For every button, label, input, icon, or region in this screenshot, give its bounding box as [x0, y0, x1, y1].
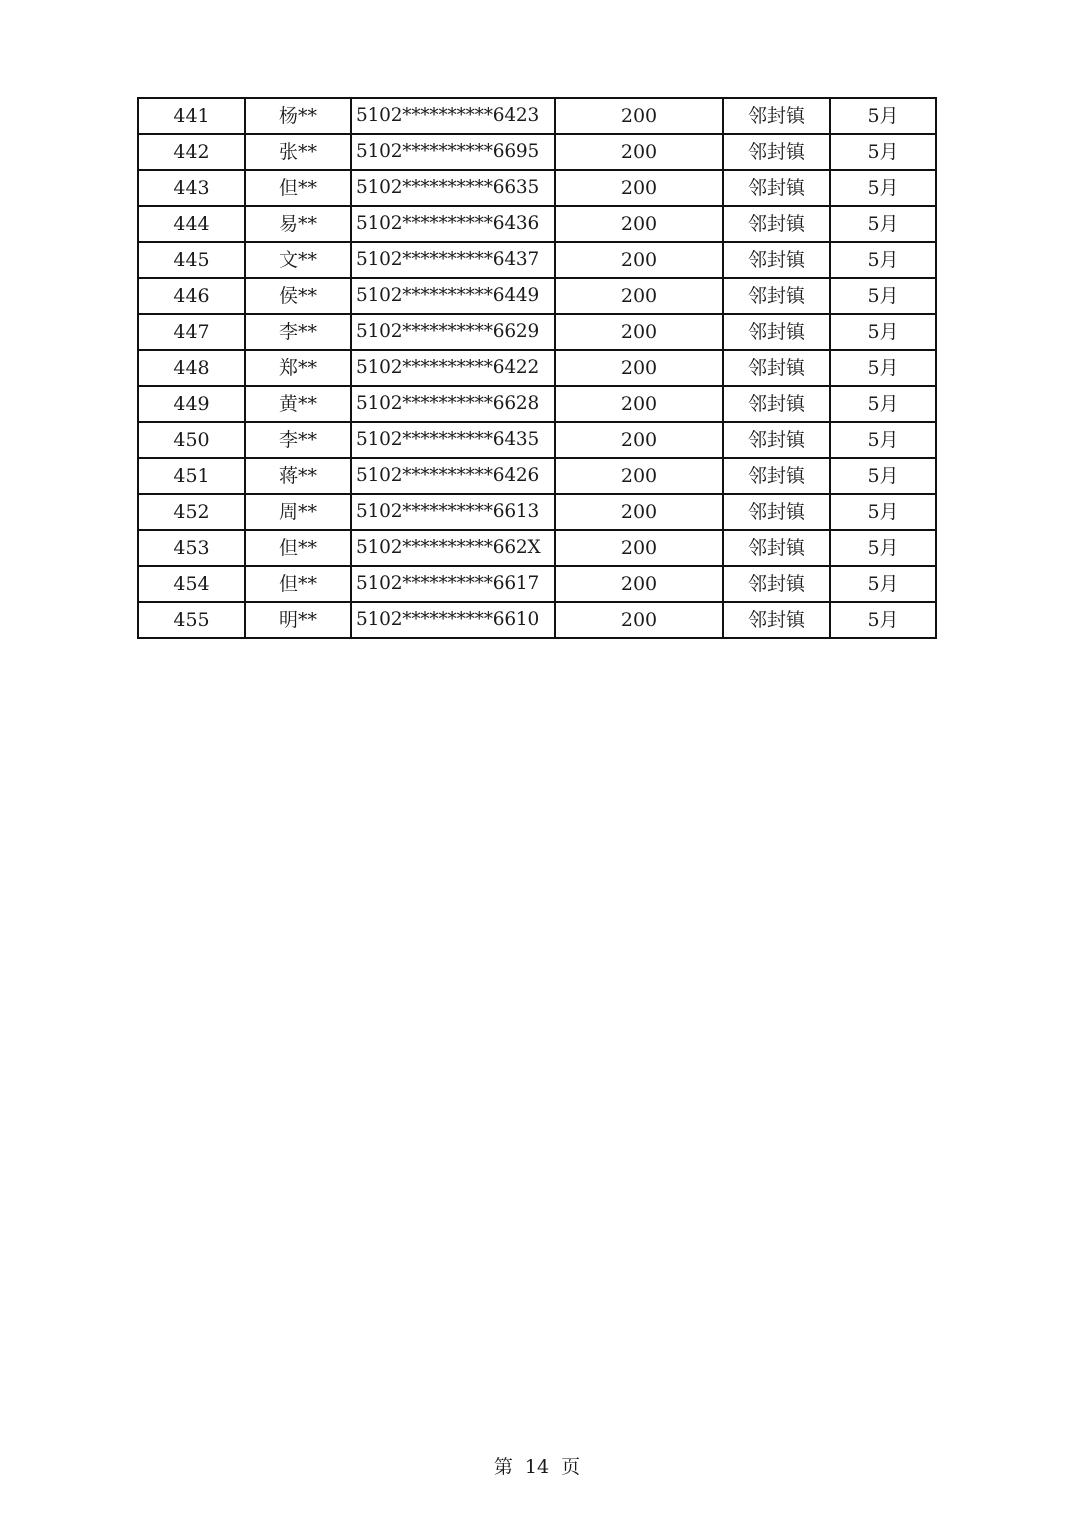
cell-month: 5月 [830, 314, 936, 350]
cell-amount: 200 [555, 566, 723, 602]
cell-id-number: 5102**********6435 [351, 422, 555, 458]
cell-amount: 200 [555, 134, 723, 170]
cell-town: 邻封镇 [723, 134, 830, 170]
cell-id-number: 5102**********6695 [351, 134, 555, 170]
cell-serial-number: 455 [138, 602, 245, 638]
cell-name: 黄** [245, 386, 351, 422]
cell-amount: 200 [555, 386, 723, 422]
cell-month: 5月 [830, 350, 936, 386]
table-row [138, 98, 936, 134]
table-row [138, 530, 936, 566]
cell-amount: 200 [555, 206, 723, 242]
cell-serial-number: 454 [138, 566, 245, 602]
cell-serial-number: 443 [138, 170, 245, 206]
table-row [138, 314, 936, 350]
cell-town: 邻封镇 [723, 170, 830, 206]
cell-town: 邻封镇 [723, 278, 830, 314]
cell-name: 明** [245, 602, 351, 638]
table-row [138, 422, 936, 458]
cell-amount: 200 [555, 458, 723, 494]
cell-town: 邻封镇 [723, 314, 830, 350]
table-row [138, 134, 936, 170]
cell-town: 邻封镇 [723, 566, 830, 602]
cell-serial-number: 445 [138, 242, 245, 278]
cell-name: 文** [245, 242, 351, 278]
cell-month: 5月 [830, 602, 936, 638]
cell-town: 邻封镇 [723, 98, 830, 134]
cell-amount: 200 [555, 242, 723, 278]
cell-name: 但** [245, 566, 351, 602]
cell-month: 5月 [830, 386, 936, 422]
cell-name: 蒋** [245, 458, 351, 494]
cell-name: 易** [245, 206, 351, 242]
cell-name: 郑** [245, 350, 351, 386]
cell-id-number: 5102**********6617 [351, 566, 555, 602]
cell-amount: 200 [555, 170, 723, 206]
cell-month: 5月 [830, 530, 936, 566]
cell-month: 5月 [830, 206, 936, 242]
cell-amount: 200 [555, 98, 723, 134]
roster-table-container [137, 97, 937, 639]
table-row [138, 566, 936, 602]
cell-town: 邻封镇 [723, 530, 830, 566]
cell-id-number: 5102**********6449 [351, 278, 555, 314]
cell-amount: 200 [555, 530, 723, 566]
table-row [138, 386, 936, 422]
cell-id-number: 5102**********6613 [351, 494, 555, 530]
table-row [138, 278, 936, 314]
cell-name: 张** [245, 134, 351, 170]
cell-month: 5月 [830, 458, 936, 494]
cell-amount: 200 [555, 278, 723, 314]
cell-town: 邻封镇 [723, 350, 830, 386]
cell-serial-number: 442 [138, 134, 245, 170]
cell-month: 5月 [830, 422, 936, 458]
cell-month: 5月 [830, 278, 936, 314]
page-number: 第 14 页 [493, 1456, 581, 1478]
cell-id-number: 5102**********6628 [351, 386, 555, 422]
cell-name: 杨** [245, 98, 351, 134]
cell-id-number: 5102**********6610 [351, 602, 555, 638]
cell-month: 5月 [830, 566, 936, 602]
cell-name: 李** [245, 422, 351, 458]
cell-id-number: 5102**********662X [351, 530, 555, 566]
cell-serial-number: 450 [138, 422, 245, 458]
cell-month: 5月 [830, 134, 936, 170]
cell-name: 侯** [245, 278, 351, 314]
cell-serial-number: 453 [138, 530, 245, 566]
cell-id-number: 5102**********6422 [351, 350, 555, 386]
table-row [138, 494, 936, 530]
cell-serial-number: 447 [138, 314, 245, 350]
table-row [138, 242, 936, 278]
cell-amount: 200 [555, 602, 723, 638]
cell-serial-number: 451 [138, 458, 245, 494]
cell-id-number: 5102**********6437 [351, 242, 555, 278]
cell-month: 5月 [830, 98, 936, 134]
cell-amount: 200 [555, 314, 723, 350]
cell-amount: 200 [555, 422, 723, 458]
cell-serial-number: 446 [138, 278, 245, 314]
cell-name: 李** [245, 314, 351, 350]
cell-town: 邻封镇 [723, 494, 830, 530]
cell-amount: 200 [555, 350, 723, 386]
cell-id-number: 5102**********6635 [351, 170, 555, 206]
cell-serial-number: 449 [138, 386, 245, 422]
roster-table-body [138, 98, 936, 638]
cell-town: 邻封镇 [723, 458, 830, 494]
cell-town: 邻封镇 [723, 602, 830, 638]
cell-town: 邻封镇 [723, 422, 830, 458]
cell-month: 5月 [830, 170, 936, 206]
table-row [138, 458, 936, 494]
cell-town: 邻封镇 [723, 242, 830, 278]
cell-id-number: 5102**********6426 [351, 458, 555, 494]
table-row [138, 602, 936, 638]
cell-serial-number: 441 [138, 98, 245, 134]
cell-month: 5月 [830, 242, 936, 278]
cell-id-number: 5102**********6423 [351, 98, 555, 134]
table-row [138, 350, 936, 386]
cell-name: 周** [245, 494, 351, 530]
cell-serial-number: 444 [138, 206, 245, 242]
cell-town: 邻封镇 [723, 386, 830, 422]
cell-id-number: 5102**********6629 [351, 314, 555, 350]
cell-serial-number: 452 [138, 494, 245, 530]
cell-serial-number: 448 [138, 350, 245, 386]
table-row [138, 170, 936, 206]
cell-name: 但** [245, 170, 351, 206]
cell-month: 5月 [830, 494, 936, 530]
cell-id-number: 5102**********6436 [351, 206, 555, 242]
cell-name: 但** [245, 530, 351, 566]
table-row [138, 206, 936, 242]
roster-table [137, 97, 937, 639]
cell-town: 邻封镇 [723, 206, 830, 242]
cell-amount: 200 [555, 494, 723, 530]
